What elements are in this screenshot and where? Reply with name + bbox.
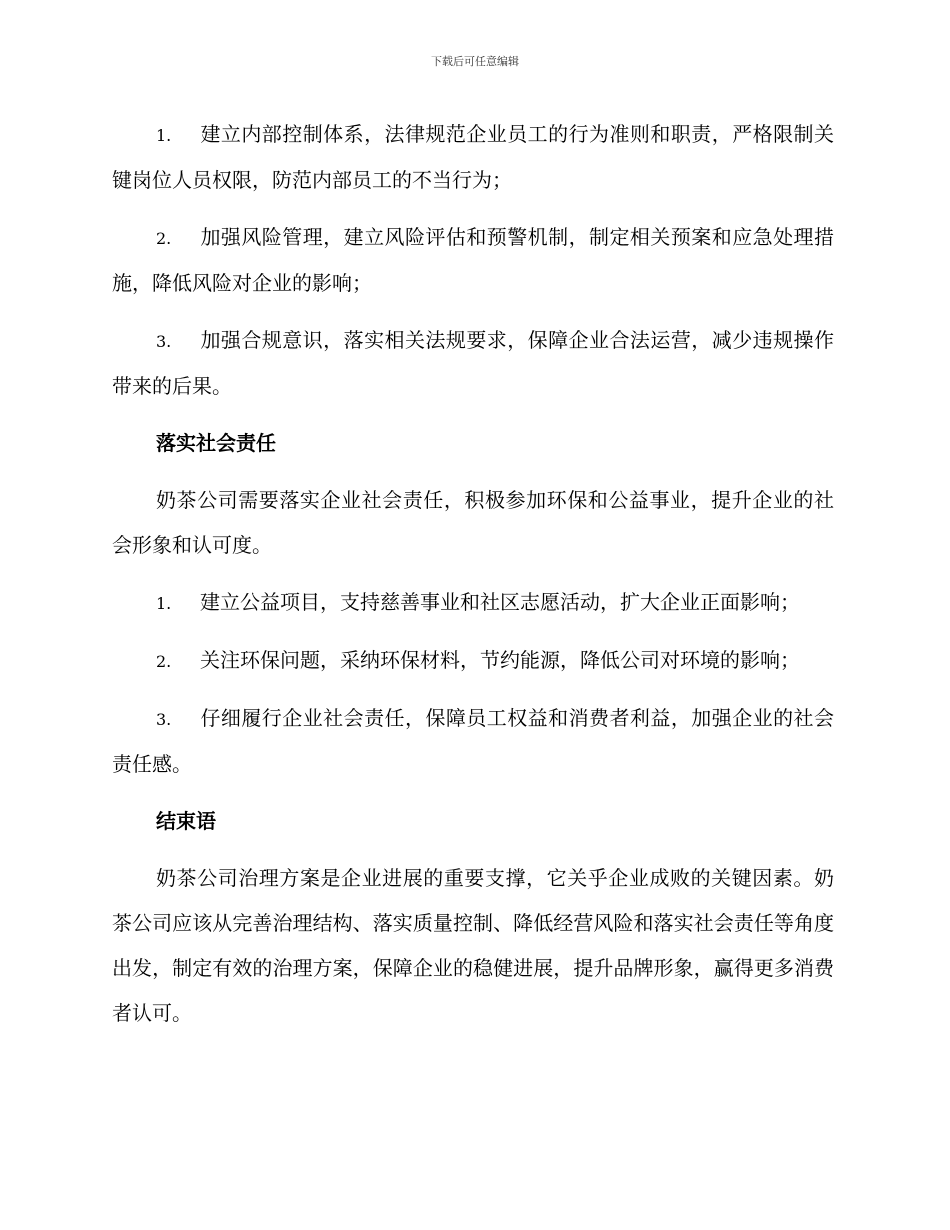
section-intro-paragraph: 奶茶公司需要落实企业社会责任，积极参加环保和公益事业，提升企业的社会形象和认可度。 — [112, 488, 834, 557]
page-header: 下载后可任意编辑 — [431, 55, 519, 68]
document-body — [112, 112, 834, 1048]
list-text: 建立公益项目，支持慈善事业和社区志愿活动，扩大企业正面影响； — [200, 590, 800, 614]
list-text: 仔细履行企业社会责任，保障员工权益和消费者利益，加强企业的社会责任感。 — [112, 706, 834, 776]
list-item — [112, 215, 834, 306]
list-item — [112, 580, 834, 626]
list-number: 3. — [156, 710, 172, 729]
list-number: 2. — [156, 652, 172, 671]
list-text: 建立内部控制体系，法律规范企业员工的行为准则和职责，严格限制关键岗位人员权限，防范内部员工的不当行为； — [112, 122, 834, 192]
list-text: 关注环保问题，采纳环保材料，节约能源，降低公司对环境的影响； — [200, 648, 800, 672]
conclusion-paragraph: 奶茶公司治理方案是企业进展的重要支撑，它关乎企业成败的关键因素。奶茶公司应该从完善治理结构、落实质量控制、降低经营风险和落实社会责任等角度出发，制定有效的治理方案，保障企业的稳健进展，提升品牌形象，赢得更多消费者认可。 — [112, 866, 834, 1025]
section-heading: 落实社会责任 — [156, 431, 276, 455]
list-text: 加强合规意识，落实相关法规要求，保障企业合法运营，减少违规操作带来的后果。 — [112, 328, 834, 398]
list-item — [112, 318, 834, 409]
list-item — [112, 696, 834, 787]
list-item — [112, 112, 834, 203]
list-item — [112, 638, 834, 684]
list-number: 3. — [156, 332, 172, 351]
list-number: 2. — [156, 229, 172, 248]
list-number: 1. — [156, 126, 172, 145]
list-number: 1. — [156, 594, 172, 613]
section-heading: 结束语 — [156, 809, 216, 833]
list-text: 加强风险管理，建立风险评估和预警机制，制定相关预案和应急处理措施，降低风险对企业的影响； — [112, 225, 834, 295]
